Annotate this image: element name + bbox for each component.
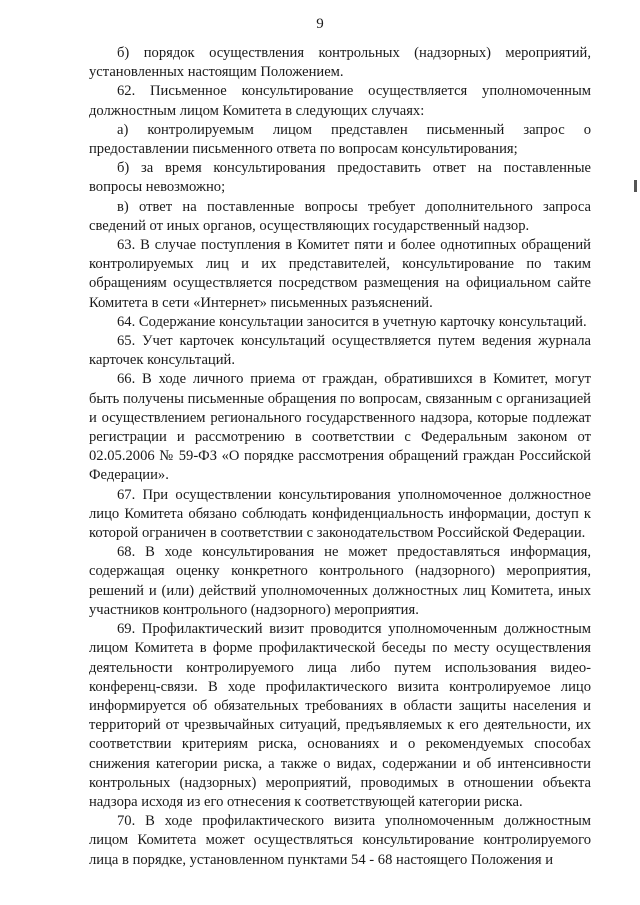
- page-number: 9: [316, 16, 324, 32]
- paragraph-62c: в) ответ на поставленные вопросы требует дополнительного запроса сведений от иных органов, осуществляющих государственный надзор.: [89, 198, 591, 234]
- paragraph-70: 70. В ходе профилактического визита уполномоченным должностным лицом Комитета может осуществляться консультирование контролируемого лица в порядке, установленном пунктами 54 - 68 настоящего Положения и: [89, 813, 591, 868]
- scan-margin-mark: [634, 180, 637, 192]
- paragraph-62b: б) за время консультирования предоставить ответ на поставленные вопросы невозможно;: [89, 160, 591, 196]
- document-body: [89, 44, 591, 870]
- paragraph-62a: а) контролируемым лицом представлен письменный запрос о предоставлении письменного ответа по вопросам консультирования;: [89, 121, 591, 158]
- paragraph-68: 68. В ходе консультирования не может предоставляться информация, содержащая оценку конкретного контрольного (надзорного) мероприятия, решений и (или) действий уполномоченных должностных лиц Комитета, иных участников контрольного (надзорного) мероприятия.: [89, 544, 591, 618]
- paragraph-69: 69. Профилактический визит проводится уполномоченным должностным лицом Комитета в форме профилактической беседы по месту осуществления деятельности контролируемого лица либо путем использования видео-конференц-связи. В ходе профилактического визита контролируемое лицо информируется об обязательных требованиях в области защиты населения и территорий от чрезвычайных ситуаций, предъявляемых к его деятельности, их соответствии критериям риска, основаниях и о рекомендуемых способах снижения категории риска, а также о видах, содержании и об интенсивности контрольных (надзорных) мероприятий, проводимых в отношении объекта надзора исходя из его отнесения к соответствующей категории риска.: [89, 621, 591, 810]
- paragraph-61b: б) порядок осуществления контрольных (надзорных) мероприятий, установленных настоящим Положением.: [89, 45, 591, 81]
- paragraph-66: 66. В ходе личного приема от граждан, обратившихся в Комитет, могут быть получены письменные обращения по вопросам, связанным с организацией и осуществлением регионального государственного надзора, которые подлежат регистрации и рассмотрению в соответствии с Федеральным законом от 02.05.2006 № 59-ФЗ «О порядке рассмотрения обращений граждан Российской Федерации».: [89, 371, 591, 484]
- paragraph-64: 64. Содержание консультации заносится в учетную карточку консультаций.: [117, 313, 587, 330]
- paragraph-65: 65. Учет карточек консультаций осуществляется путем ведения журнала карточек консультаций.: [89, 333, 591, 369]
- paragraph-63: 63. В случае поступления в Комитет пяти и более однотипных обращений контролируемых лиц и их представителей, консультирование по таким обращениям осуществляется посредством размещения на официальном сайте Комитета в сети «Интернет» письменных разъяснений.: [89, 237, 591, 311]
- paragraph-67: 67. При осуществлении консультирования уполномоченное должностное лицо Комитета обязано соблюдать конфиденциальность информации, доступ к которой ограничен в соответствии с законодательством Российской Федерации.: [89, 486, 591, 542]
- paragraph-62: 62. Письменное консультирование осуществляется уполномоченным должностным лицом Комитета в следующих случаях:: [89, 83, 591, 119]
